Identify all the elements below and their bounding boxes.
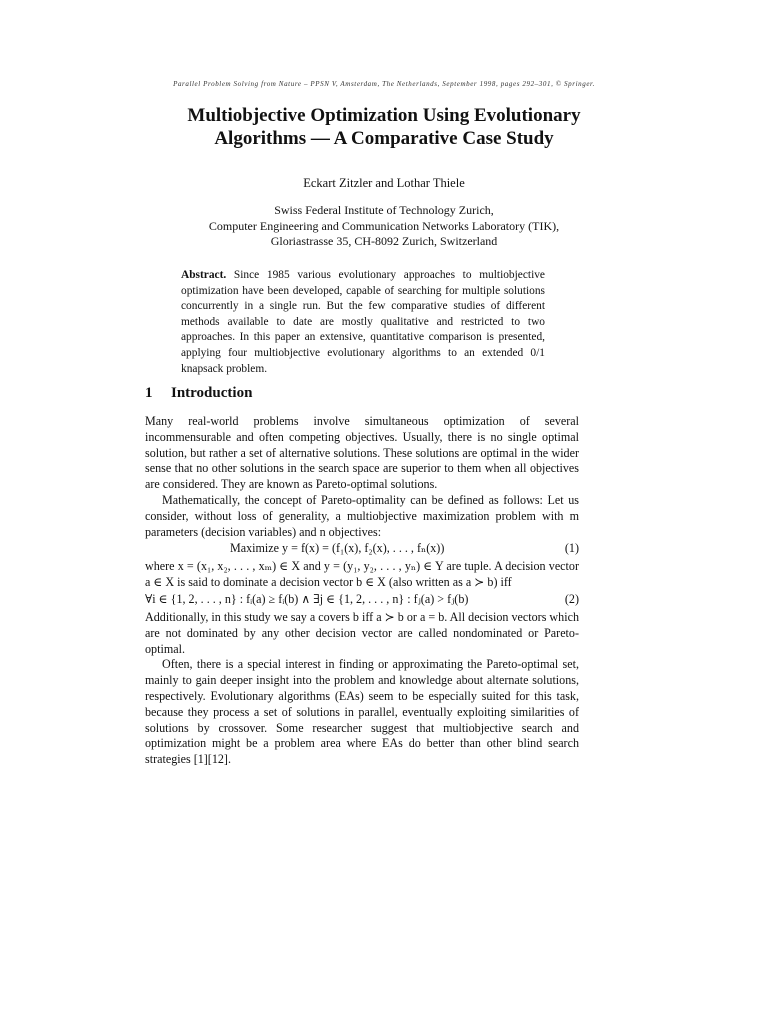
paragraph: where x = (x₁, x₂, . . . , xₘ) ∈ X and y = (y₁, y₂, . . . , yₙ) ∈ Y are tuple. A decision vector a ∈ X is said to dominate a decision vector b ∈ X (also written as a ≻ b) iff — [145, 559, 579, 590]
equation-2 — [145, 592, 579, 609]
section-heading — [145, 385, 252, 402]
abstract-label: Abstract. — [181, 269, 227, 281]
affiliation-line: Computer Engineering and Communication Networks Laboratory (TIK), — [208, 218, 560, 233]
equation-1-number: (1) — [564, 541, 579, 556]
section-number: 1 — [145, 385, 153, 401]
authors: Eckart Zitzler and Lothar Thiele — [303, 176, 465, 190]
title-line-2: Algorithms — A Comparative Case Study — [214, 128, 554, 149]
running-head: Parallel Problem Solving from Nature – PPSN V, Amsterdam, The Netherlands, September 1998, pages 292–301, © Springer. — [173, 80, 595, 88]
equation-1-body: Maximize y = f(x) = (f₁(x), f₂(x), . . . , fₙ(x)) — [230, 541, 445, 556]
paragraph: Often, there is a special interest in finding or approximating the Pareto-optimal set, mainly to gain deeper insight into the problem and knowledge about alternate solutions, respectively. Evolutionary algorithms (EAs) seem to be especially suited for this task, because they process a set of solutions in parallel, eventually exploiting similarities of solutions by crossover. Some researcher suggest that multiobjective search and optimization might be a problem area where EAs do better than other blind search strategies [1][12]. — [145, 657, 579, 767]
abstract-text: Since 1985 various evolutionary approaches to multiobjective optimization have been developed, capable of searching for multiple solutions concurrently in a single run. But the few comparative studies of different methods available to date are mostly qualitative and restricted to two approaches. In this paper an extensive, quantitative comparison is presented, applying four multiobjective evolutionary algorithms to an extended 0/1 knapsack problem. — [181, 269, 545, 375]
paragraph: Additionally, in this study we say a covers b iff a ≻ b or a = b. All decision vectors which are not dominated by any other decision vector are called nondominated or Pareto-optimal. — [145, 609, 579, 656]
equation-2-body: ∀i ∈ {1, 2, . . . , n} : fᵢ(a) ≥ fᵢ(b) ∧ ∃j ∈ {1, 2, . . . , n} : fⱼ(a) > fⱼ(b) — [145, 591, 469, 606]
abstract — [181, 268, 545, 377]
affiliation — [0, 203, 768, 250]
affiliation-line: Swiss Federal Institute of Technology Zurich, — [274, 203, 494, 217]
paper-title — [0, 104, 768, 150]
paragraph: Mathematically, the concept of Pareto-optimality can be defined as follows: Let us consider, without loss of generality, a multiobjective maximization problem with m parameters (decision variables) and n objectives: — [145, 492, 579, 539]
affiliation-line: Gloriastrasse 35, CH-8092 Zurich, Switzerland — [270, 234, 498, 248]
title-line-1: Multiobjective Optimization Using Evolutionary — [187, 105, 581, 126]
equation-2-number: (2) — [564, 591, 579, 606]
paragraph: Many real-world problems involve simultaneous optimization of several incommensurable and often competing objectives. Usually, there is no single optimal solution, but rather a set of alternative solutions. These solutions are optimal in the wider sense that no other solutions in the search space are superior to them when all objectives are considered. They are known as Pareto-optimal solutions. — [145, 414, 579, 492]
section-title: Introduction — [171, 385, 253, 401]
body-text — [145, 414, 579, 768]
equation-1 — [145, 541, 579, 558]
